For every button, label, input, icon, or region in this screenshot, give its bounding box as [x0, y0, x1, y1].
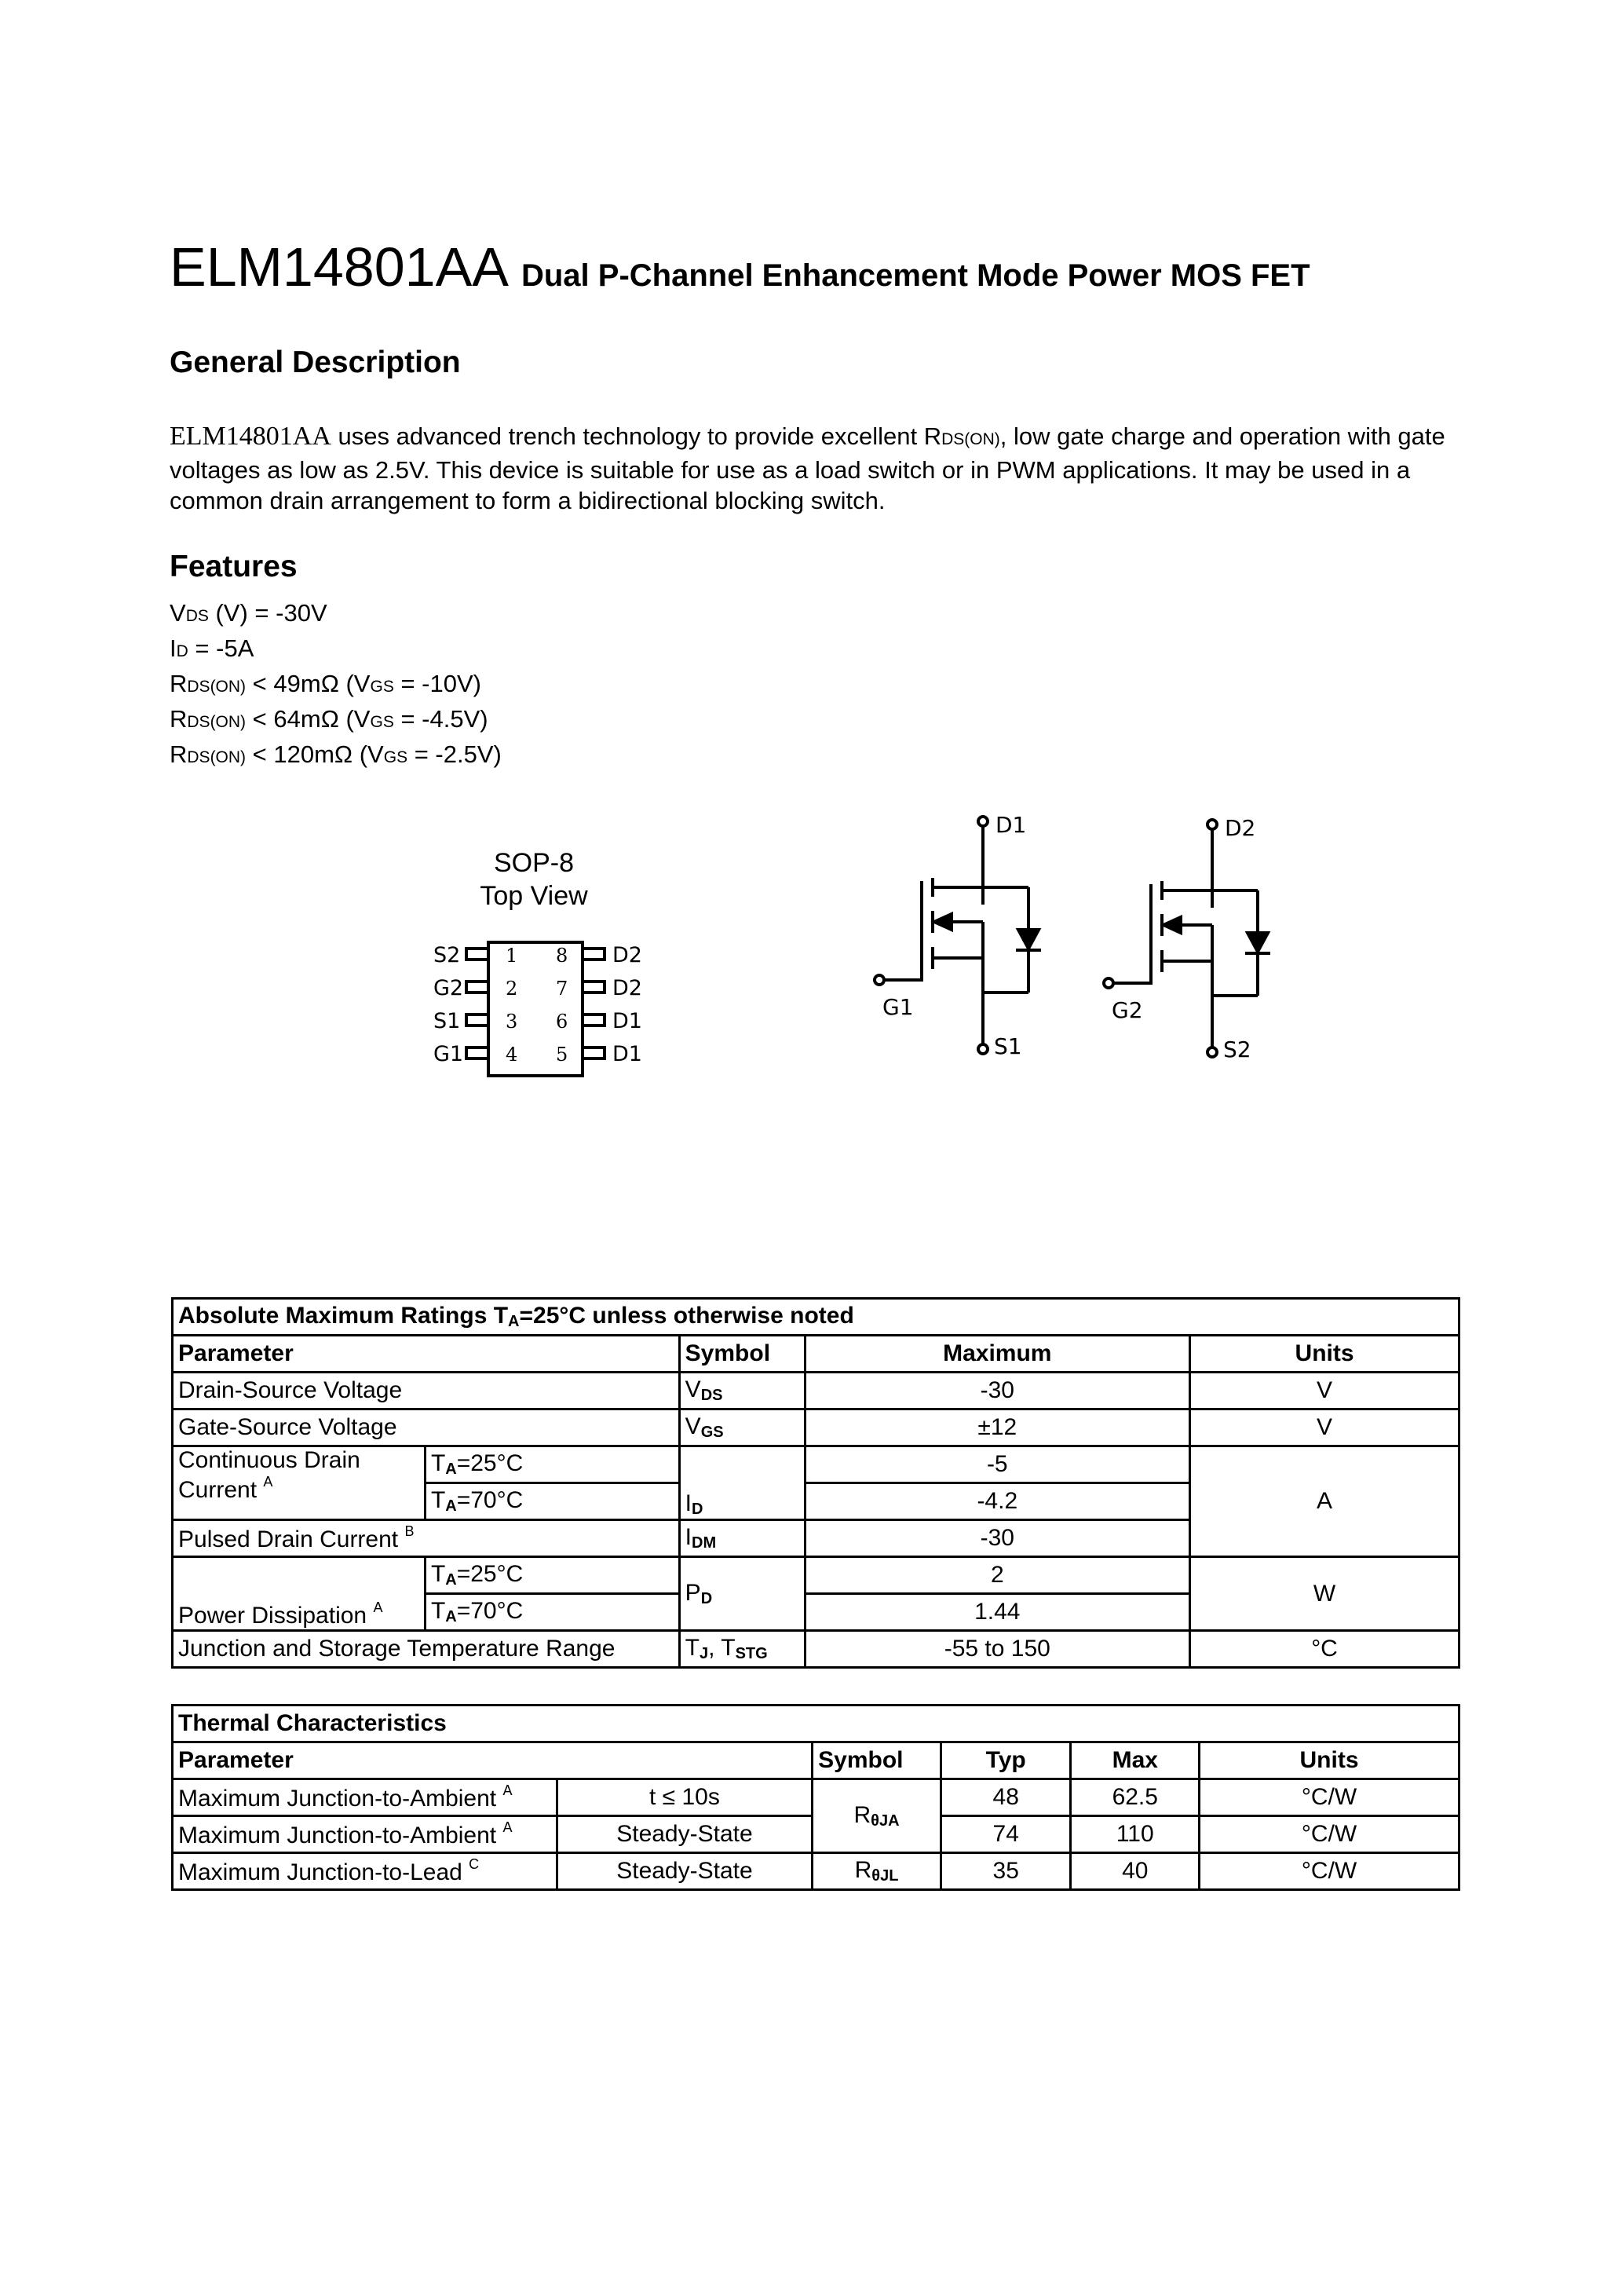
header-units: Units — [1190, 1336, 1459, 1373]
description-lead: ELM14801AA — [170, 422, 331, 451]
param-cell: Gate-Source Voltage — [173, 1409, 680, 1446]
max-cell: ±12 — [805, 1409, 1190, 1446]
package-name: SOP-8 — [493, 848, 575, 878]
absolute-maximum-ratings-table — [171, 1297, 1460, 1669]
condition-cell: $T_A=25^\circ C$ — [425, 1446, 679, 1483]
condition-cell: $T_A=25^\circ C$ — [425, 1557, 679, 1594]
svg-text:D2: D2 — [612, 943, 642, 967]
symbol-cell: $I_D$ — [679, 1446, 805, 1520]
mosfet-schematic-2 — [1093, 812, 1297, 1071]
header-symbol: Symbol — [679, 1336, 805, 1373]
max-cell: 110 — [1071, 1816, 1200, 1853]
header-typ: Typ — [941, 1742, 1071, 1779]
table-row — [173, 1779, 1459, 1816]
symbol-cell: $P_D$ — [679, 1557, 805, 1631]
svg-text:G1: G1 — [433, 1042, 464, 1066]
condition-cell: t ≤ 10s — [557, 1779, 812, 1816]
unit-cell: °C/W — [1200, 1816, 1459, 1853]
svg-text:S2: S2 — [433, 943, 461, 967]
max-cell: 40 — [1071, 1853, 1200, 1890]
max-cell: -30 — [805, 1520, 1190, 1557]
table-title-row — [173, 1706, 1459, 1742]
unit-cell: °C — [1190, 1631, 1459, 1668]
svg-text:D1: D1 — [612, 1009, 642, 1033]
param-cell: Drain-Source Voltage — [173, 1373, 680, 1409]
svg-text:4: 4 — [506, 1044, 518, 1066]
symbol-cell: $R_{\theta JA}$ — [813, 1779, 941, 1853]
header-parameter: Parameter — [173, 1336, 680, 1373]
table-title: Absolute Maximum Ratings $T_A=25^\circ C$ unless otherwise noted — [173, 1299, 1459, 1336]
schematic-drain-label: D2 — [1225, 815, 1256, 841]
symbol-cell: $T_J$, $T_{STG}$ — [679, 1631, 805, 1668]
feature-rds-10v: RDS(ON) < 49mΩ (VGS = -10V) — [170, 670, 481, 697]
part-subtitle: Dual P-Channel Enhancement Mode Power MOS FET — [521, 258, 1310, 293]
svg-text:8: 8 — [556, 945, 568, 967]
table-row — [173, 1446, 1459, 1483]
param-cell: Power Dissipation $^A$ — [173, 1557, 426, 1631]
feature-rds-4v5: RDS(ON) < 64mΩ (VGS = -4.5V) — [170, 705, 488, 733]
svg-text:6: 6 — [556, 1011, 568, 1033]
max-cell: 2 — [805, 1557, 1190, 1594]
condition-cell: $T_A=70^\circ C$ — [425, 1483, 679, 1520]
svg-text:2: 2 — [506, 978, 518, 1000]
pin-1 — [433, 943, 517, 967]
package-body — [488, 942, 583, 1076]
max-cell: -5 — [805, 1446, 1190, 1483]
condition-cell: Steady-State — [557, 1853, 812, 1890]
features-heading: Features — [170, 550, 298, 583]
pin-2 — [433, 976, 517, 1000]
param-cell: Junction and Storage Temperature Range — [173, 1631, 680, 1668]
pin-3 — [433, 1009, 517, 1033]
svg-text:D2: D2 — [612, 976, 642, 1000]
svg-text:3: 3 — [506, 1011, 518, 1033]
svg-text:S1: S1 — [433, 1009, 461, 1033]
table-header-row — [173, 1742, 1459, 1779]
typ-cell: 48 — [941, 1779, 1071, 1816]
symbol-cell: $I_{DM}$ — [679, 1520, 805, 1557]
condition-cell: $T_A=70^\circ C$ — [425, 1594, 679, 1631]
param-cell: Maximum Junction-to-Ambient $^A$ — [173, 1779, 557, 1816]
schematic-source-label: S1 — [994, 1033, 1022, 1059]
symbol-cell: $V_{GS}$ — [679, 1409, 805, 1446]
table-title: Thermal Characteristics — [173, 1706, 1459, 1742]
unit-cell: °C/W — [1200, 1853, 1459, 1890]
typ-cell: 35 — [941, 1853, 1071, 1890]
schematic-drain-label: D1 — [995, 812, 1027, 838]
feature-vds: VDS (V) = -30V — [170, 599, 327, 627]
header-units: Units — [1200, 1742, 1459, 1779]
condition-cell: Steady-State — [557, 1816, 812, 1853]
unit-cell: A — [1190, 1446, 1459, 1557]
header-symbol: Symbol — [813, 1742, 941, 1779]
pin-8 — [556, 943, 642, 967]
schematic-source-label: S2 — [1223, 1036, 1251, 1062]
pin-5 — [556, 1042, 642, 1066]
table-header-row — [173, 1336, 1459, 1373]
table-row — [173, 1853, 1459, 1890]
table-title-row — [173, 1299, 1459, 1336]
general-description-heading: General Description — [170, 345, 461, 379]
param-cell: Maximum Junction-to-Lead $^C$ — [173, 1853, 557, 1890]
unit-cell: W — [1190, 1557, 1459, 1631]
svg-text:G2: G2 — [433, 976, 464, 1000]
unit-cell: V — [1190, 1373, 1459, 1409]
typ-cell: 74 — [941, 1816, 1071, 1853]
svg-text:1: 1 — [506, 945, 518, 967]
max-cell: 1.44 — [805, 1594, 1190, 1631]
unit-cell: V — [1190, 1409, 1459, 1446]
pin-4 — [433, 1042, 517, 1066]
mosfet-schematic-1 — [864, 809, 1068, 1068]
general-description-text: ELM14801AA uses advanced trench technology to provide excellent RDS(ON), low gate charge and operation with gate voltages as low as 2.5V. This device is suitable for use as a load switch or in PWM applications. It may be used in a common drain arrangement to form a bidirectional blocking switch. — [170, 422, 1445, 514]
sop8-package-diagram — [424, 938, 675, 1084]
schematic-gate-label: G2 — [1112, 997, 1143, 1023]
feature-rds-2v5: RDS(ON) < 120mΩ (VGS = -2.5V) — [170, 740, 502, 768]
svg-text:7: 7 — [556, 978, 568, 1000]
table-row — [173, 1373, 1459, 1409]
document-title — [170, 236, 1310, 298]
table-row — [173, 1557, 1459, 1594]
pin-7 — [556, 976, 642, 1000]
param-cell: Continuous Drain Current $^A$ — [173, 1446, 426, 1520]
svg-text:5: 5 — [556, 1044, 568, 1066]
param-cell: Maximum Junction-to-Ambient $^A$ — [173, 1816, 557, 1853]
pin-6 — [556, 1009, 642, 1033]
max-cell: -30 — [805, 1373, 1190, 1409]
features-list — [170, 597, 502, 773]
max-cell: -55 to 150 — [805, 1631, 1190, 1668]
symbol-cell: $R_{\theta JL}$ — [813, 1853, 941, 1890]
param-cell: Pulsed Drain Current $^B$ — [173, 1520, 680, 1557]
package-label — [440, 846, 628, 912]
unit-cell: °C/W — [1200, 1779, 1459, 1816]
svg-text:D1: D1 — [612, 1042, 642, 1066]
symbol-cell: $V_{DS}$ — [679, 1373, 805, 1409]
table-row — [173, 1409, 1459, 1446]
header-parameter: Parameter — [173, 1742, 813, 1779]
max-cell: -4.2 — [805, 1483, 1190, 1520]
thermal-characteristics-table — [171, 1704, 1460, 1891]
header-max: Max — [1071, 1742, 1200, 1779]
schematic-gate-label: G1 — [882, 994, 914, 1020]
table-row — [173, 1631, 1459, 1668]
max-cell: 62.5 — [1071, 1779, 1200, 1816]
part-number: ELM14801AA — [170, 236, 509, 298]
feature-id: ID = -5A — [170, 634, 254, 662]
header-maximum: Maximum — [805, 1336, 1190, 1373]
package-view: Top View — [480, 881, 588, 911]
